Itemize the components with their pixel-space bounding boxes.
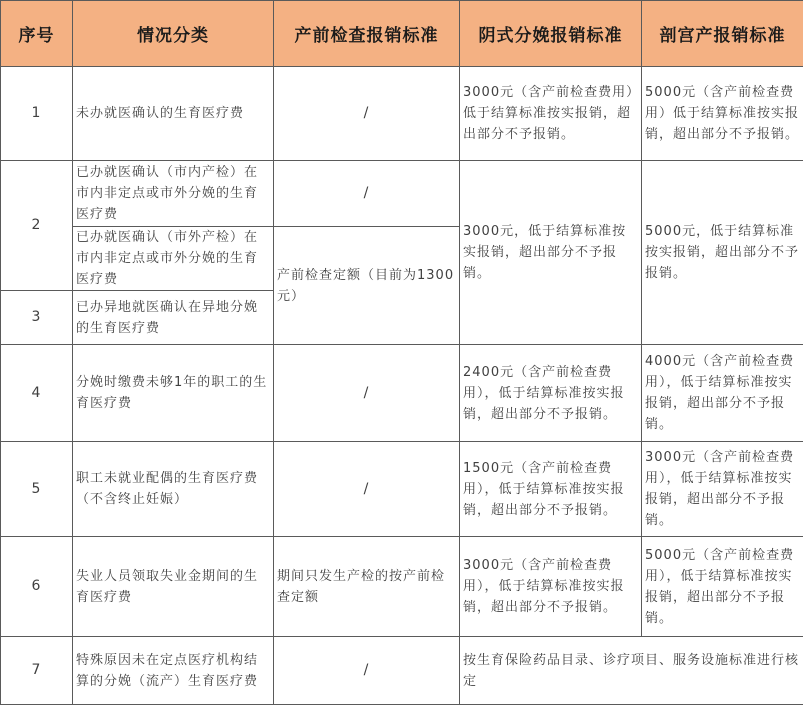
category-cell: 职工未就业配偶的生育医疗费（不含终止妊娠） [73, 442, 274, 537]
header-vaginal: 阴式分娩报销标准 [460, 1, 642, 67]
cesarean-cell: 3000元（含产前检查费用），低于结算标准按实报销，超出部分不予报销。 [642, 442, 803, 537]
row-number: 6 [1, 537, 73, 637]
vaginal-cell: 1500元（含产前检查费用），低于结算标准按实报销，超出部分不予报销。 [460, 442, 642, 537]
category-cell: 特殊原因未在定点医疗机构结算的分娩（流产）生育医疗费 [73, 637, 274, 705]
combined-standard-cell: 按生育保险药品目录、诊疗项目、服务设施标准进行核定 [460, 637, 803, 705]
category-cell: 失业人员领取失业金期间的生育医疗费 [73, 537, 274, 637]
prenatal-cell: / [274, 345, 460, 442]
vaginal-cell: 2400元（含产前检查费用），低于结算标准按实报销，超出部分不予报销。 [460, 345, 642, 442]
table-row [1, 67, 803, 161]
vaginal-cell: 3000元（含产前检查费用）低于结算标准按实报销，超出部分不予报销。 [460, 67, 642, 161]
row-number: 3 [1, 291, 73, 345]
prenatal-cell: / [274, 442, 460, 537]
category-cell: 已办就医确认（市内产检）在市内非定点或市外分娩的生育医疗费 [73, 161, 274, 227]
prenatal-cell: 期间只发生产检的按产前检查定额 [274, 537, 460, 637]
table-row [1, 442, 803, 537]
row-number: 1 [1, 67, 73, 161]
category-cell: 分娩时缴费未够1年的职工的生育医疗费 [73, 345, 274, 442]
cesarean-cell: 5000元，低于结算标准按实报销，超出部分不予报销。 [642, 161, 803, 345]
vaginal-cell: 3000元（含产前检查费用），低于结算标准按实报销，超出部分不予报销。 [460, 537, 642, 637]
header-cesarean: 剖宫产报销标准 [642, 1, 803, 67]
prenatal-cell: / [274, 637, 460, 705]
table-row [1, 537, 803, 637]
cesarean-cell: 5000元（含产前检查费用）低于结算标准按实报销，超出部分不予报销。 [642, 67, 803, 161]
row-number: 5 [1, 442, 73, 537]
row-number: 2 [1, 161, 73, 291]
table-row [1, 161, 803, 227]
header-category: 情况分类 [73, 1, 274, 67]
header-prenatal: 产前检查报销标准 [274, 1, 460, 67]
table-row [1, 345, 803, 442]
cesarean-cell: 4000元（含产前检查费用），低于结算标准按实报销，超出部分不予报销。 [642, 345, 803, 442]
category-cell: 未办就医确认的生育医疗费 [73, 67, 274, 161]
prenatal-cell: / [274, 67, 460, 161]
vaginal-cell: 3000元，低于结算标准按实报销，超出部分不予报销。 [460, 161, 642, 345]
category-cell: 已办异地就医确认在异地分娩的生育医疗费 [73, 291, 274, 345]
prenatal-cell: / [274, 161, 460, 227]
prenatal-cell: 产前检查定额（目前为1300元） [274, 227, 460, 345]
header-row [1, 1, 803, 67]
table-row [1, 637, 803, 705]
cesarean-cell: 5000元（含产前检查费用），低于结算标准按实报销，超出部分不予报销。 [642, 537, 803, 637]
row-number: 7 [1, 637, 73, 705]
header-no: 序号 [1, 1, 73, 67]
category-cell: 已办就医确认（市外产检）在市内非定点或市外分娩的生育医疗费 [73, 227, 274, 291]
row-number: 4 [1, 345, 73, 442]
